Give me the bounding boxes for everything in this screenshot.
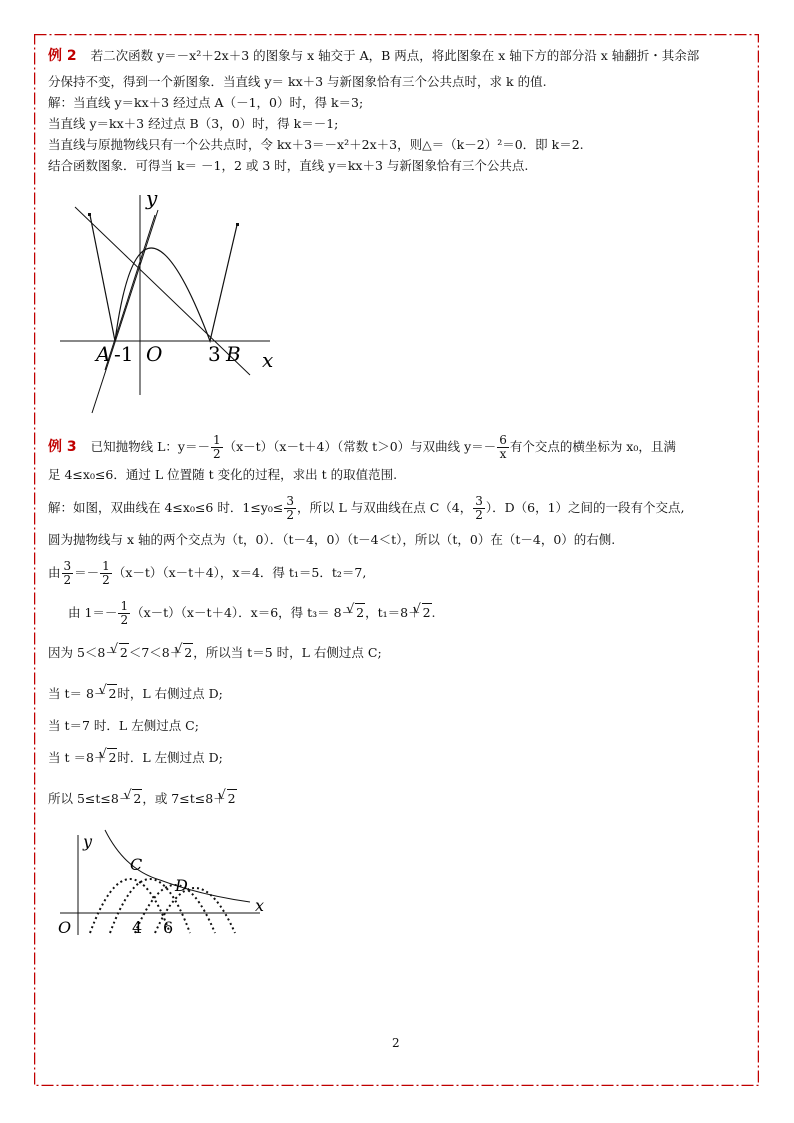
example-2-figure (50, 185, 290, 415)
line-k3 (92, 210, 158, 413)
example-2-paragraph (48, 47, 699, 65)
sqrt-2-g: √ 2 (132, 789, 142, 808)
example-3-line-1 (48, 434, 676, 461)
fig2-minus-one-label: -1 (114, 342, 134, 366)
fig2-A-label: A (96, 342, 111, 366)
example-3-line-7: 因为 5＜8－√ 2＜7＜8＋√ 2，所以当 t＝5 时，L 右侧过点 C; (48, 643, 382, 662)
sqrt-2-b: √ 2 (422, 603, 432, 622)
example-3-l1c: 有个交点的横坐标为 x₀，且满 (509, 439, 676, 454)
parabola-new-graph (90, 215, 237, 341)
example-3-line-11: 所以 5≤t≤8－√ 2，或 7≤t≤8＋√ 2 (48, 789, 237, 808)
example-3-line-8: 当 t＝ 8－√ 2时，L 右侧过点 D; (48, 684, 223, 703)
fig3-four-label: 4 (132, 918, 143, 937)
fig3-C-label: C (130, 855, 143, 874)
example-3-line-10: 当 t ＝8＋√ 2时．L 左侧过点 D; (48, 748, 223, 767)
sqrt-2-h: √ 2 (227, 789, 237, 808)
example-3-label: 例 3 (48, 439, 77, 455)
example-3-line-6: 由 1＝－ $\frac{1}{2}$ （x－t）（x－t＋4）．x＝6，得 t₃＝ 8－√ 2，t₁＝8＋√ 2. (68, 600, 436, 627)
frac-one-half-2: $\frac{1}{2}$ (102, 559, 110, 587)
fig3-x-label: x (255, 896, 265, 915)
frac-six-over-x: $\frac{6}{x}$ (499, 433, 507, 461)
sqrt-2-f: √ 2 (107, 748, 117, 767)
sqrt-2-d: √ 2 (183, 643, 193, 662)
frac-three-halves-2: $\frac{3}{2}$ (475, 494, 483, 522)
fig3-y-label: y (83, 832, 93, 851)
example-2-label: 例 2 (48, 48, 77, 64)
example-2-problem-line-2: 分保持不变，得到一个新图象．当直线 y＝ kx＋3 与新图象恰有三个公共点时，求 k 的值. (48, 74, 547, 89)
endpoint-left (88, 213, 91, 216)
example-2-solution-line-4: 结合函数图象．可得当 k＝ －1，2 或 3 时，直线 y＝kx＋3 与新图象恰有三个公共点. (48, 158, 529, 173)
fig2-origin-label: O (146, 342, 163, 366)
parabola-1 (90, 879, 170, 933)
frac-three-halves-3: $\frac{3}{2}$ (63, 559, 72, 587)
example-3-line-5: 由 $\frac{3}{2}$ ＝－ $\frac{1}{2}$ （x－t）（x－t＋4），x＝4．得 t₁＝5．t₂＝7, (48, 559, 367, 587)
fig3-origin-label: O (58, 918, 72, 937)
fig3-six-label: 6 (163, 918, 174, 937)
frac-one-half: $\frac{1}{2}$ (212, 433, 221, 461)
sqrt-2-c: √ 2 (119, 643, 129, 662)
frac-one-half-3: $\frac{1}{2}$ (120, 599, 129, 627)
example-3-figure (50, 825, 280, 945)
example-3-l1b: （x－t）（x－t＋4）（常数 t＞0）与双曲线 y＝－ (223, 439, 497, 454)
example-2-solution-line-1: 解：当直线 y＝kx＋3 经过点 A（－1，0）时，得 k＝3; (48, 95, 364, 110)
example-2-solution-line-3: 当直线与原抛物线只有一个公共点时，令 kx＋3＝－x²＋2x＋3，则△＝（k－2）²＝0．即 k＝2. (48, 137, 584, 152)
example-3-line-3: 解：如图，双曲线在 4≤x₀≤6 时．1≤y₀≤ $\frac{3}{2}$ ，所以 L 与双曲线在点 C（4， $\frac{3}{2}$ ）．D（6，1）之间的一段有个交点, (48, 494, 685, 522)
fig3-D-label: D (175, 876, 188, 895)
example-3-l1a: 已知抛物线 L：y＝－ (90, 439, 210, 454)
sqrt-2-e: √ 2 (107, 684, 117, 703)
fig2-y-label: y (146, 186, 158, 210)
example-3-line-2: 足 4≤x₀≤6．通过 L 位置随 t 变化的过程，求出 t 的取值范围. (48, 467, 398, 482)
fig2-B-label: B (226, 342, 241, 366)
fig2-three-label: 3 (208, 342, 221, 366)
fig2-x-label: x (262, 348, 274, 372)
example-2-problem-line-1: 若二次函数 y＝－x²＋2x＋3 的图象与 x 轴交于 A，B 两点，将此图象在 x 轴下方的部分沿 x 轴翻折・其余部 (90, 48, 700, 63)
frac-three-halves: $\frac{3}{2}$ (286, 494, 294, 522)
example-3-line-9: 当 t＝7 时．L 左侧过点 C; (48, 718, 199, 733)
example-3-line-4: 圆为抛物线与 x 轴的两个交点为（t，0）．（t－4，0）（t－4＜t），所以（t，0）在（t－4，0）的右侧. (48, 532, 616, 547)
example-2-solution-line-2: 当直线 y＝kx＋3 经过点 B（3，0）时，得 k＝－1; (48, 116, 339, 131)
page-number: 2 (392, 1036, 400, 1050)
sqrt-2-a: √ 2 (355, 603, 365, 622)
endpoint-right (236, 223, 239, 226)
